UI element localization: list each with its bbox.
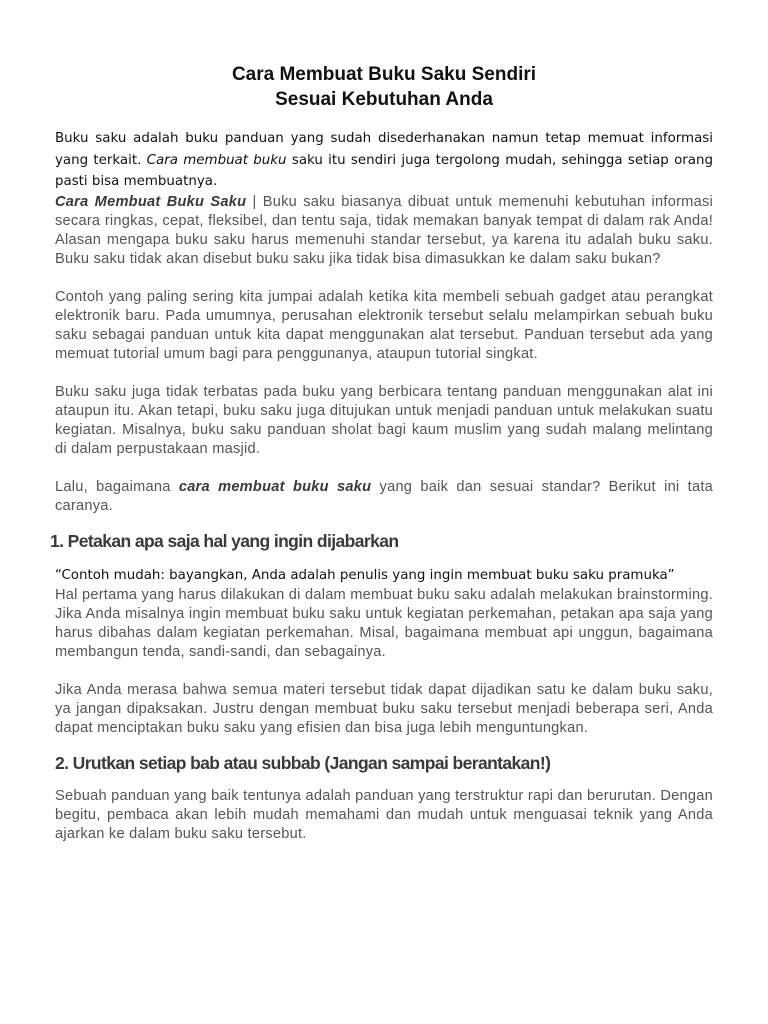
- title-line-1: Cara Membuat Buku Saku Sendiri: [231, 64, 537, 85]
- section-heading-1: 1. Petakan apa saja hal yang ingin dijabarkan: [50, 530, 399, 551]
- document-title: [55, 62, 713, 112]
- intro-paragraph: [55, 128, 713, 193]
- paragraph-4: [55, 478, 713, 516]
- intro-italic: Cara membuat buku: [146, 152, 287, 168]
- paragraph-4-bold: cara membuat buku saku: [178, 478, 372, 495]
- paragraph-4-text-1: Lalu, bagaimana: [55, 478, 179, 495]
- section-heading-2: 2. Urutkan setiap bab atau subbab (Jangan sampai berantakan!): [55, 753, 551, 773]
- paragraph-5: Hal pertama yang harus dilakukan di dalam membuat buku saku adalah melakukan brainstorming. Jika Anda misalnya ingin membuat buku saku untuk kegiatan perkemahan, petakan apa saja yang harus dibahas dalam kegiatan perkemahan. Misal, bagaimana membuat api unggun, bagaimana membangun tenda, sandi-sandi, dan sebagainya.: [55, 587, 713, 660]
- intro-text-1: Buku saku adalah buku panduan yang sudah disederhanakan namun tetap memuat informasi yang terkait.: [55, 131, 713, 168]
- paragraph-7: Sebuah panduan yang baik tentunya adalah panduan yang terstruktur rapi dan berurutan. Dengan begitu, pembaca akan lebih mudah memahami dan mudah untuk menguasai teknik yang Anda ajarkan ke dalam buku saku tersebut.: [55, 788, 713, 842]
- paragraph-4-text-2: yang baik dan sesuai standar? Berikut ini tata caranya.: [55, 478, 713, 514]
- paragraph-2: Contoh yang paling sering kita jumpai adalah ketika kita membeli sebuah gadget atau perangkat elektronik baru. Pada umumnya, perusahan elektronik tersebut selalu melampirkan sebuah buku saku sebagai panduan untuk kita dapat menggunakan alat tersebut. Panduan tersebut ada yang memuat tutorial umum bagi para penggunanya, ataupun tutorial singkat.: [55, 288, 713, 362]
- quote-1: “Contoh mudah: bayangkan, Anda adalah penulis yang ingin membuat buku saku pramuka”: [55, 567, 675, 583]
- paragraph-6: Jika Anda merasa bahwa semua materi tersebut tidak dapat dijadikan satu ke dalam buku saku, ya jangan dipaksakan. Justru dengan membuat buku saku tersebut menjadi beberapa seri, Anda dapat menciptakan buku saku yang efisien dan bisa juga lebih menguntungkan.: [55, 682, 713, 736]
- paragraph-1: [55, 193, 713, 269]
- intro-text-2: saku itu sendiri juga tergolong mudah, sehingga setiap orang pasti bisa membuatnya.: [55, 152, 714, 189]
- paragraph-1-lead: Cara Membuat Buku Saku: [55, 193, 247, 210]
- paragraph-1-text: | Buku saku biasanya dibuat untuk memenuhi kebutuhan informasi secara ringkas, cepat, fleksibel, dan tentu saja, tidak memakan banyak tempat di dalam rak Anda! Alasan mengapa buku saku harus memenuhi standar tersebut, ya karena itu adalah buku saku. Buku saku tidak akan disebut buku saku jika tidak bisa dimasukkan ke dalam saku bukan?: [55, 193, 713, 267]
- document-page: [50, 62, 714, 844]
- title-line-2: Sesuai Kebutuhan Anda: [275, 89, 493, 110]
- paragraph-3: Buku saku juga tidak terbatas pada buku yang berbicara tentang panduan menggunakan alat ini ataupun itu. Akan tetapi, buku saku juga ditujukan untuk menjadi panduan untuk melakukan suatu kegiatan. Misalnya, buku saku panduan sholat bagi kaum muslim yang sudah malang melintang di dalam perpustakaan masjid.: [55, 383, 713, 457]
